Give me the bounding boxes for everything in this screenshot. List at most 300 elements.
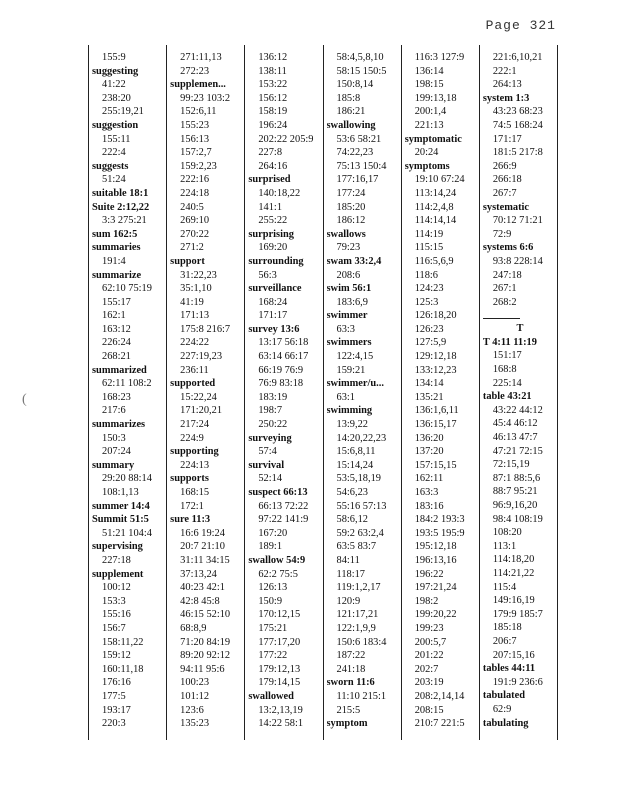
- page-reference: 74:5 168:24: [492, 119, 543, 131]
- index-term: summer 14:4: [92, 500, 150, 512]
- page-reference: 268:21: [102, 351, 131, 363]
- page-reference: 99:23 103:2: [180, 92, 231, 104]
- page-reference: 155:17: [102, 296, 131, 308]
- page-reference: 76:9 83:18: [258, 378, 304, 390]
- page-reference: 31:11 34:15: [180, 554, 230, 566]
- page-reference: 98:4 108:19: [492, 513, 543, 525]
- page-reference: 35:1,10: [180, 283, 212, 295]
- page-reference: 113:1: [492, 540, 517, 552]
- page-reference: 134:14: [414, 378, 444, 390]
- page-reference: 168:15: [180, 487, 210, 498]
- page-reference: 54:6,23: [336, 487, 368, 498]
- page-reference: 84:11: [336, 554, 360, 566]
- page-reference: 189:1: [258, 541, 283, 553]
- page-reference: 207:15,16: [492, 649, 535, 661]
- page-reference: 58:15 150:5: [336, 65, 387, 77]
- page-reference: 163:3: [414, 487, 439, 498]
- page-reference: 268:2: [492, 296, 517, 308]
- page-reference: 155:11: [102, 133, 131, 145]
- page-reference: 62:2 75:5: [258, 568, 298, 580]
- page-reference: 168:8: [492, 364, 517, 376]
- index-term: swimmers: [326, 337, 372, 349]
- page-reference: 177:24: [336, 187, 366, 199]
- page-reference: 89:20 92:12: [180, 650, 231, 662]
- index-term: tabulating: [482, 717, 529, 729]
- page-reference: 270:22: [180, 228, 210, 240]
- page-reference: 43:23 68:23: [492, 106, 543, 118]
- page-reference: 127:5,9: [414, 337, 447, 349]
- index-term: swimmer/u...: [326, 378, 384, 390]
- page-reference: 41:19: [180, 296, 204, 308]
- page-reference: 156:12: [258, 92, 288, 104]
- page-reference: 153:3: [102, 595, 126, 607]
- page-reference: 94:11 95:6: [180, 663, 225, 675]
- index-term: swimming: [326, 405, 373, 417]
- page-reference: 70:12 71:21: [492, 215, 543, 227]
- index-term: table 43:21: [482, 391, 532, 403]
- page-reference: 222:1: [492, 65, 517, 77]
- page-reference: 129:12,18: [414, 351, 457, 363]
- index-term: supporting: [170, 446, 219, 458]
- page-reference: 46:15 52:10: [180, 609, 231, 621]
- page-reference: 163:12: [102, 323, 131, 335]
- page-reference: 272:23: [180, 65, 210, 77]
- page-reference: 200:5,7: [414, 636, 447, 648]
- index-term: supported: [170, 378, 216, 390]
- page-reference: 181:5 217:8: [492, 147, 543, 159]
- page-reference: 16:6 19:24: [180, 527, 225, 539]
- page-reference: 222:16: [180, 174, 210, 186]
- page-reference: 151:17: [492, 350, 522, 362]
- page-reference: 177:16,17: [336, 174, 379, 186]
- page-reference: 56:3: [258, 269, 277, 281]
- page-number: Page 321: [485, 18, 556, 33]
- index-column-2: [167, 45, 245, 740]
- page-reference: 269:10: [180, 215, 210, 227]
- index-term: suggesting: [92, 65, 139, 77]
- page-reference: 158:11,22: [102, 636, 144, 648]
- page-reference: 41:22: [102, 79, 126, 91]
- page-reference: 136:1,6,11: [414, 405, 459, 417]
- page-reference: 74:22,23: [336, 147, 374, 159]
- page-reference: 177:17,20: [258, 636, 301, 648]
- page-reference: 217:24: [180, 419, 210, 431]
- index-term: suggests: [92, 160, 129, 172]
- page-reference: 96:9,16,20: [492, 500, 538, 511]
- page-reference: 14:20,22,23: [336, 432, 387, 444]
- index-term: swallow 54:9: [248, 554, 306, 566]
- page-reference: 75:13 150:4: [336, 160, 387, 172]
- page-reference: 255:22: [258, 215, 288, 227]
- page-reference: 20:24: [414, 147, 439, 159]
- page-reference: 171:17: [258, 310, 288, 322]
- page-reference: 155:16: [102, 609, 131, 621]
- index-term: symptoms: [404, 160, 450, 172]
- page-reference: 135:23: [180, 718, 210, 730]
- page-reference: 202:7: [414, 663, 439, 675]
- page-reference: 185:8: [336, 92, 361, 104]
- page-reference: 221:6,10,21: [492, 52, 543, 63]
- page-reference: 227:18: [102, 554, 131, 566]
- index-term: summarize: [92, 269, 142, 281]
- page-reference: 137:20: [414, 446, 444, 458]
- page-reference: 183:16: [414, 500, 444, 512]
- page-reference: 11:10 215:1: [336, 690, 387, 702]
- page-reference: 236:11: [180, 364, 209, 376]
- index-table: [88, 45, 558, 740]
- page-reference: 169:20: [258, 242, 288, 254]
- page-reference: 193:17: [102, 704, 131, 716]
- page-reference: 171:20,21: [180, 405, 223, 417]
- page-reference: 115:15: [414, 242, 444, 254]
- index-column-3: [245, 45, 323, 740]
- index-term: sworn 11:6: [326, 677, 375, 689]
- page-reference: 115:4: [492, 581, 517, 593]
- page-reference: 264:13: [492, 79, 522, 91]
- page-reference: 227:8: [258, 147, 283, 159]
- page-reference: 267:7: [492, 187, 517, 199]
- page-reference: 156:13: [180, 133, 210, 145]
- page-reference: 171:13: [180, 310, 210, 322]
- page-reference: 15:22,24: [180, 391, 217, 403]
- page-reference: 183:6,9: [336, 296, 368, 308]
- index-term: supplemen...: [170, 79, 226, 91]
- page-reference: 175:21: [258, 622, 288, 634]
- page-reference: 255:19,21: [102, 106, 144, 118]
- page-reference: 177:22: [258, 650, 288, 662]
- page-reference: 66:13 72:22: [258, 500, 309, 512]
- page-reference: 185:18: [492, 622, 522, 634]
- index-term: swam 33:2,4: [326, 255, 382, 267]
- index-term: summaries: [92, 242, 141, 254]
- page-reference: 162:11: [414, 473, 444, 485]
- index-term: symptomatic: [404, 133, 462, 145]
- page-reference: 271:2: [180, 242, 204, 254]
- index-term: surprised: [248, 174, 291, 186]
- page-reference: 167:20: [258, 527, 288, 539]
- index-column-5: [402, 45, 480, 740]
- page-reference: 159:2,23: [180, 160, 217, 172]
- page-reference: 59:2 63:2,4: [336, 527, 384, 539]
- page-reference: 158:19: [258, 106, 288, 118]
- page-reference: 199:13,18: [414, 92, 457, 104]
- page-reference: 123:6: [180, 704, 204, 716]
- page-reference: 170:12,15: [258, 609, 301, 621]
- page-reference: 13:2,13,19: [258, 704, 303, 716]
- page-reference: 138:11: [258, 65, 287, 77]
- page-reference: 136:20: [414, 432, 444, 444]
- page-reference: 241:18: [336, 663, 366, 675]
- index-term: Summit 51:5: [92, 514, 149, 526]
- page-reference: 221:13: [414, 119, 444, 131]
- index-term: summary: [92, 459, 135, 471]
- page-reference: 93:8 228:14: [492, 255, 543, 267]
- page-reference: 187:22: [336, 650, 366, 662]
- page-reference: 31:22,23: [180, 269, 217, 281]
- page-reference: 215:5: [336, 704, 361, 716]
- page-reference: 120:9: [336, 595, 361, 607]
- index-term: tables 44:11: [482, 663, 536, 675]
- index-term: supervising: [92, 541, 143, 553]
- page-reference: 122:4,15: [336, 351, 374, 363]
- page-reference: 52:14: [258, 473, 283, 485]
- page-reference: 220:3: [102, 718, 126, 730]
- index-term: swimmer: [326, 310, 368, 322]
- page-reference: 149:16,19: [492, 595, 535, 607]
- index-term: support: [170, 255, 205, 267]
- page-reference: 42:8 45:8: [180, 595, 220, 607]
- page-reference: 45:4 46:12: [492, 418, 538, 430]
- page-reference: 198:7: [258, 405, 283, 417]
- page-reference: 172:1: [180, 500, 204, 512]
- page-reference: 62:9: [492, 703, 512, 715]
- index-term: systems 6:6: [482, 242, 534, 254]
- page-reference: 124:23: [414, 283, 444, 295]
- page-reference: 126:13: [258, 582, 288, 594]
- section-divider: [483, 309, 520, 319]
- page-reference: 198:15: [414, 79, 444, 91]
- page-reference: 46:13 47:7: [492, 432, 538, 444]
- index-term: Suite 2:12,22: [92, 201, 150, 213]
- index-column-1: [89, 45, 167, 740]
- page-reference: 159:21: [336, 364, 366, 376]
- page-reference: 226:24: [102, 337, 131, 349]
- page-reference: 150:6 183:4: [336, 636, 387, 648]
- index-term: swim 56:1: [326, 283, 372, 295]
- page-reference: 79:23: [336, 242, 361, 254]
- page-reference: 150:9: [258, 595, 283, 607]
- page-reference: 140:18,22: [258, 187, 301, 199]
- section-letter: T: [516, 323, 524, 335]
- page-reference: 141:1: [258, 201, 283, 213]
- page-reference: 114:18,20: [492, 554, 535, 566]
- page-reference: 58:6,12: [336, 514, 368, 526]
- index-term: surrounding: [248, 255, 304, 267]
- page-reference: 199:23: [414, 622, 444, 634]
- index-term: surveillance: [248, 283, 302, 295]
- page-reference: 101:12: [180, 690, 210, 702]
- page-reference: 114:14,14: [414, 215, 457, 227]
- page-reference: 179:12,13: [258, 663, 301, 675]
- page-reference: 87:1 88:5,6: [492, 472, 541, 484]
- page-reference: 108:1,13: [102, 487, 139, 498]
- page-reference: 185:20: [336, 201, 366, 213]
- margin-mark: (: [22, 392, 27, 407]
- page-reference: 196:22: [414, 568, 444, 580]
- index-term: system 1:3: [482, 92, 530, 104]
- page-reference: 203:19: [414, 677, 444, 689]
- page-reference: 14:22 58:1: [258, 718, 304, 730]
- page-reference: 224:9: [180, 432, 204, 444]
- page-reference: 210:7 221:5: [414, 718, 465, 730]
- page-reference: 200:1,4: [414, 106, 447, 118]
- page-reference: 247:18: [492, 269, 522, 281]
- page-reference: 171:17: [492, 133, 522, 145]
- index-term: systematic: [482, 201, 530, 213]
- page-reference: 63:14 66:17: [258, 351, 309, 363]
- index-term: supplement: [92, 568, 144, 580]
- page-reference: 175:8 216:7: [180, 323, 231, 335]
- page-reference: 13:9,22: [336, 419, 368, 431]
- page-reference: 118:6: [414, 269, 438, 281]
- page-reference: 100:23: [180, 677, 210, 689]
- page-reference: 51:21 104:4: [102, 527, 152, 539]
- page-reference: 51:24: [102, 174, 126, 186]
- page-reference: 150:8,14: [336, 79, 374, 91]
- page-reference: 47:21 72:15: [492, 445, 543, 457]
- page-reference: 160:11,18: [102, 663, 144, 675]
- page-reference: 217:6: [102, 405, 126, 417]
- page-reference: 97:22 141:9: [258, 514, 309, 526]
- index-term: swallowing: [326, 119, 376, 131]
- page-reference: 177:5: [102, 690, 126, 702]
- page-reference: 222:4: [102, 147, 126, 159]
- page-reference: 15:14,24: [336, 459, 374, 471]
- page-reference: 157:2,7: [180, 147, 212, 159]
- page-reference: 53:5,18,19: [336, 473, 381, 485]
- page-reference: 196:24: [258, 119, 288, 131]
- page-reference: 62:10 75:19: [102, 283, 152, 295]
- page-reference: 150:3: [102, 432, 126, 444]
- index-term: swallows: [326, 228, 366, 240]
- page-reference: 157:15,15: [414, 459, 457, 471]
- page-reference: 116:5,6,9: [414, 255, 454, 267]
- page-reference: 126:18,20: [414, 310, 457, 322]
- page-reference: 72:15,19: [492, 459, 530, 471]
- page-reference: 152:6,11: [180, 106, 217, 118]
- index-term: survival: [248, 459, 285, 471]
- page-reference: 88:7 95:21: [492, 486, 538, 498]
- index-term: swallowed: [248, 690, 294, 702]
- page-reference: 266:9: [492, 160, 517, 172]
- page-reference: 126:23: [414, 323, 444, 335]
- page-reference: 58:4,5,8,10: [336, 52, 384, 63]
- page-reference: 168:24: [258, 296, 288, 308]
- page-reference: 37:13,24: [180, 568, 217, 580]
- page-reference: 113:14,24: [414, 187, 457, 199]
- page-reference: 63:3: [336, 323, 355, 335]
- page-reference: 40:23 42:1: [180, 582, 225, 594]
- page-reference: 183:19: [258, 391, 288, 403]
- page-reference: 202:22 205:9: [258, 133, 314, 145]
- page-reference: 184:2 193:3: [414, 514, 465, 526]
- page-reference: 264:16: [258, 160, 288, 172]
- page-reference: 208:15: [414, 704, 444, 716]
- page-reference: 225:14: [492, 377, 522, 389]
- page-reference: 68:8,9: [180, 622, 207, 634]
- index-term: sure 11:3: [170, 514, 211, 526]
- page-reference: 66:19 76:9: [258, 364, 304, 376]
- page-reference: 191:4: [102, 255, 126, 267]
- page-reference: 135:21: [414, 391, 444, 403]
- page-reference: 250:22: [258, 419, 288, 431]
- page-reference: 224:13: [180, 459, 210, 471]
- page-reference: 57:4: [258, 446, 277, 458]
- page-reference: 208:6: [336, 269, 361, 281]
- page-reference: 125:3: [414, 296, 439, 308]
- index-term: supports: [170, 473, 209, 485]
- page-reference: 197:21,24: [414, 582, 457, 594]
- index-term: tabulated: [482, 690, 526, 702]
- page-reference: 238:20: [102, 92, 131, 104]
- index-term: survey 13:6: [248, 323, 300, 335]
- index-term: suitable 18:1: [92, 187, 149, 199]
- page-reference: 136:15,17: [414, 419, 457, 431]
- page-reference: 186:12: [336, 215, 366, 227]
- page-reference: 155:23: [180, 119, 210, 131]
- page-reference: 53:6 58:21: [336, 133, 382, 145]
- page-reference: 136:14: [414, 65, 444, 77]
- page-reference: 199:20,22: [414, 609, 457, 621]
- index-term: sum 162:5: [92, 228, 138, 240]
- page-reference: 266:18: [492, 174, 522, 186]
- page-reference: 195:12,18: [414, 541, 457, 553]
- page-reference: 136:12: [258, 52, 288, 63]
- page-reference: 224:18: [180, 187, 210, 199]
- page-reference: 114:2,4,8: [414, 201, 454, 213]
- page-reference: 168:23: [102, 391, 131, 403]
- page-reference: 179:9 185:7: [492, 608, 543, 620]
- page-reference: 121:17,21: [336, 609, 379, 621]
- page-reference: 227:19,23: [180, 351, 223, 363]
- page-reference: 114:19: [414, 228, 444, 240]
- page-reference: 155:9: [102, 52, 126, 63]
- page-reference: 118:17: [336, 568, 365, 580]
- page-reference: 19:10 67:24: [414, 174, 465, 186]
- page-reference: 201:22: [414, 650, 444, 662]
- page-reference: 100:12: [102, 582, 131, 594]
- page-reference: 206:7: [492, 635, 517, 647]
- page-reference: 3:3 275:21: [102, 215, 147, 227]
- page-reference: 191:9 236:6: [492, 676, 543, 688]
- page-reference: 72:9: [492, 228, 512, 240]
- page-reference: 271:11,13: [180, 52, 222, 63]
- index-column-6: [480, 45, 557, 740]
- index-term: summarizes: [92, 419, 146, 431]
- index-term: surprising: [248, 228, 294, 240]
- page-reference: 13:17 56:18: [258, 337, 309, 349]
- page-reference: 122:1,9,9: [336, 622, 376, 634]
- page-reference: 133:12,23: [414, 364, 457, 376]
- index-term: symptom: [326, 718, 368, 730]
- index-term: suggestion: [92, 119, 139, 131]
- index-term: summarized: [92, 364, 147, 376]
- page-reference: 198:2: [414, 595, 439, 607]
- page-reference: 29:20 88:14: [102, 473, 152, 485]
- page-reference: 179:14,15: [258, 677, 301, 689]
- page-reference: 55:16 57:13: [336, 500, 387, 512]
- page-reference: 116:3 127:9: [414, 52, 465, 63]
- page-reference: 186:21: [336, 106, 366, 118]
- page-reference: 207:24: [102, 446, 131, 458]
- page-reference: 240:5: [180, 201, 204, 213]
- page-reference: 108:20: [492, 527, 522, 539]
- index-term: suspect 66:13: [248, 487, 308, 498]
- page-reference: 193:5 195:9: [414, 527, 465, 539]
- page-reference: 62:11 108:2: [102, 378, 152, 390]
- page-reference: 119:1,2,17: [336, 582, 381, 594]
- page-reference: 159:12: [102, 650, 131, 662]
- page-reference: 162:1: [102, 310, 126, 322]
- page-reference: 15:6,8,11: [336, 446, 376, 458]
- index-column-4: [324, 45, 402, 740]
- page-reference: 224:22: [180, 337, 210, 349]
- index-term: surveying: [248, 432, 292, 444]
- page-reference: 153:22: [258, 79, 288, 91]
- page-reference: 114:21,22: [492, 567, 535, 579]
- page-reference: 196:13,16: [414, 554, 457, 566]
- index-term: T 4:11 11:19: [482, 336, 537, 348]
